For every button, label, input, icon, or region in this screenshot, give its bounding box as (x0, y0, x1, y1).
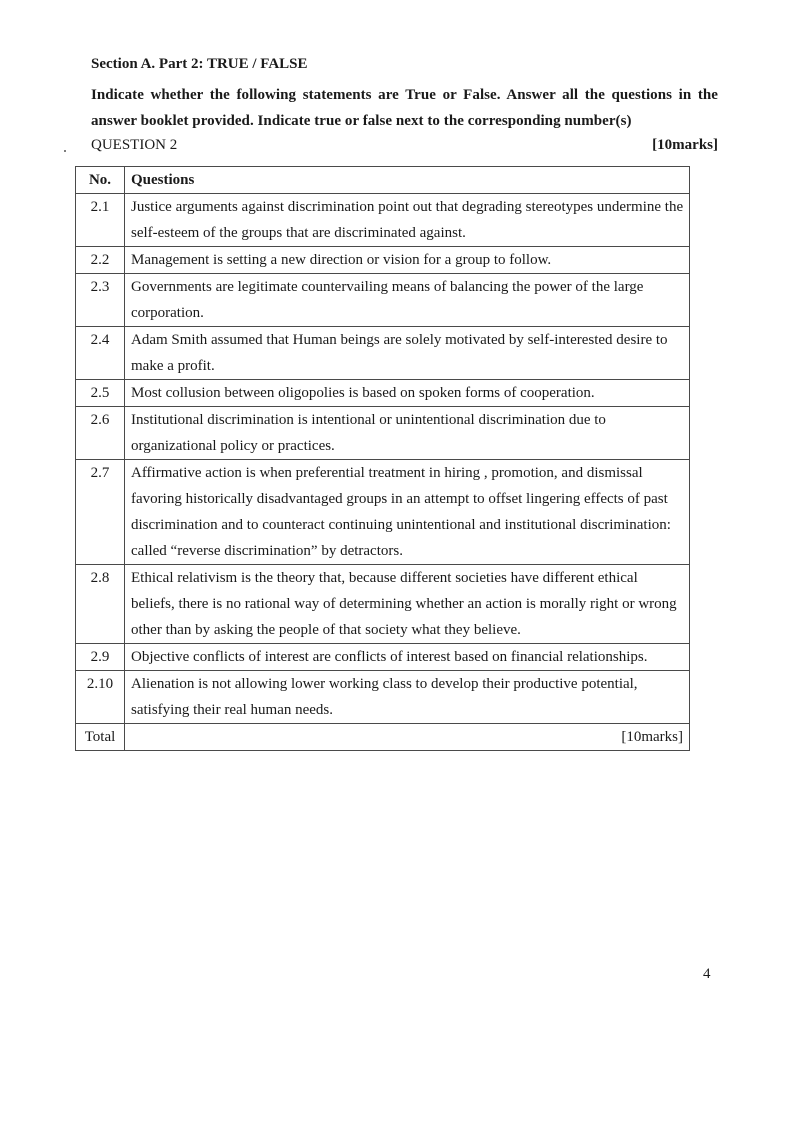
total-marks: [10marks] (125, 724, 690, 751)
instructions-text: Indicate whether the following statements are True or False. Answer all the questions in the answer booklet provided. Indicate true or false next to the corresponding number(s) (91, 87, 718, 129)
question-text: Institutional discrimination is intentional or unintentional discrimination due to organizational policy or practices. (125, 407, 690, 460)
page-number: 4 (703, 966, 711, 982)
table-row (76, 194, 690, 247)
header-questions: Questions (125, 167, 690, 194)
question-number: 2.3 (76, 274, 125, 327)
table-row (76, 274, 690, 327)
questions-table (75, 166, 690, 751)
table-row (76, 671, 690, 724)
question-text: Affirmative action is when preferential treatment in hiring , promotion, and dismissal favoring historically disadvantaged groups in an attempt to offset lingering effects of past discrimination and to counteract continuing unintentional and institutional discrimination: called “reverse discrimination” by detractors. (125, 460, 690, 565)
question-number: 2.2 (76, 247, 125, 274)
table-row (76, 327, 690, 380)
question-text: Justice arguments against discrimination point out that degrading stereotypes undermine the self-esteem of the groups that are discriminated against. (125, 194, 690, 247)
question-text: Alienation is not allowing lower working class to develop their productive potential, satisfying their real human needs. (125, 671, 690, 724)
question-number: 2.6 (76, 407, 125, 460)
table-row (76, 380, 690, 407)
question-text: Objective conflicts of interest are conflicts of interest based on financial relationships. (125, 644, 690, 671)
questions-table-body (76, 194, 690, 724)
section-title: Section A. Part 2: TRUE / FALSE (91, 56, 308, 72)
question-number: 2.10 (76, 671, 125, 724)
question-number: 2.5 (76, 380, 125, 407)
question-heading (91, 137, 718, 154)
table-row (76, 460, 690, 565)
question-text: Management is setting a new direction or vision for a group to follow. (125, 247, 690, 274)
total-label: Total (76, 724, 125, 751)
question-number: 2.7 (76, 460, 125, 565)
header-no: No. (76, 167, 125, 194)
total-row (76, 724, 690, 751)
table-row (76, 247, 690, 274)
table-row (76, 407, 690, 460)
question-text: Adam Smith assumed that Human beings are solely motivated by self-interested desire to make a profit. (125, 327, 690, 380)
question-text: Governments are legitimate countervailing means of balancing the power of the large corporation. (125, 274, 690, 327)
table-row (76, 644, 690, 671)
question-text: Most collusion between oligopolies is based on spoken forms of cooperation. (125, 380, 690, 407)
question-label: QUESTION 2 (91, 137, 178, 153)
question-text: Ethical relativism is the theory that, because different societies have different ethical beliefs, there is no rational way of determining whether an action is morally right or wrong other than by asking the people of that society what they believe. (125, 565, 690, 644)
table-header-row (76, 167, 690, 194)
question-number: 2.9 (76, 644, 125, 671)
question-number: 2.8 (76, 565, 125, 644)
question-number: 2.4 (76, 327, 125, 380)
table-row (76, 565, 690, 644)
scan-speck (64, 150, 66, 152)
question-marks: [10marks] (652, 137, 718, 153)
question-number: 2.1 (76, 194, 125, 247)
